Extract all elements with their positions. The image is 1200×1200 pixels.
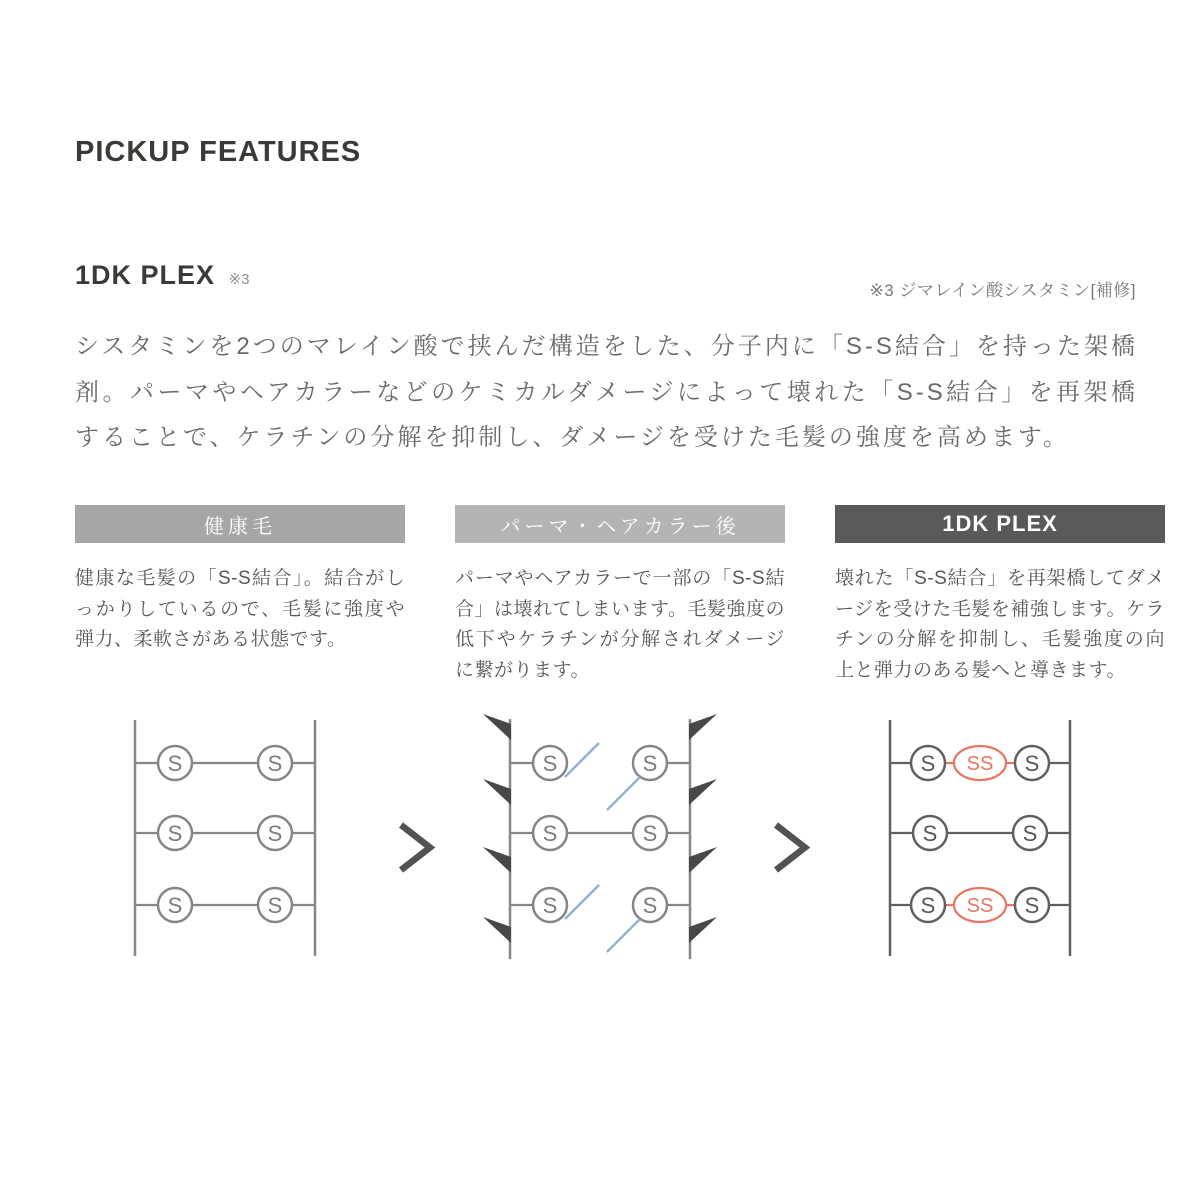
sulfur-label: S <box>167 821 183 846</box>
feature-description: シスタミンを2つのマレイン酸で挟んだ構造をした、分子内に「S-S結合」を持った架橋剤。パーマやヘアカラーなどのケミカルダメージによって壊れた「S-S結合」を再架橋することで、ケラチンの分解を抑制し、ダメージを受けた毛髪の強度を高めます。 <box>75 333 1138 451</box>
column-description-after-perm-haircolor: パーマやヘアカラーで一部の「S-S結合」は壊れてしまいます。毛髪強度の低下やケラチンが分解されダメージに繋がります。 <box>455 568 785 681</box>
repaired-bond-row <box>890 888 1070 922</box>
broken-bond-row <box>510 885 690 952</box>
ss-bond-row <box>510 816 690 850</box>
sulfur-label: S <box>167 893 183 918</box>
feature-note-ref: ※3 <box>228 271 250 288</box>
column-1dk-plex <box>835 505 1165 686</box>
sulfur-label: S <box>920 751 936 776</box>
page-title: PICKUP FEATURES <box>75 136 362 168</box>
chevron-right-icon <box>393 818 437 878</box>
broken-bond-slash-icon <box>565 743 599 777</box>
ss-bond-row <box>135 816 315 850</box>
column-after-perm-haircolor <box>455 505 785 686</box>
broken-bond-slash-icon <box>607 919 640 952</box>
sulfur-label: S <box>1024 751 1040 776</box>
column-description-1dk-plex: 壊れた「S-S結合」を再架橋してダメージを受けた毛髪を補強します。ケラチンの分解を抑制し、毛髪強度の向上と弾力のある髪へと導きます。 <box>835 568 1165 681</box>
chevron-right-icon <box>768 818 812 878</box>
sulfur-label: S <box>267 893 283 918</box>
repaired-ss-label: SS <box>966 753 994 775</box>
sulfur-label: S <box>167 751 183 776</box>
sulfur-label: S <box>920 893 936 918</box>
sulfur-label: S <box>642 751 658 776</box>
repaired-bond-row <box>890 746 1070 780</box>
broken-bond-slash-icon <box>607 777 640 810</box>
broken-bond-slash-icon <box>565 885 599 919</box>
feature-heading-row <box>75 260 249 291</box>
cuticle-damage-flag-icons <box>483 714 717 943</box>
feature-footnote: ※3 ジマレイン酸シスタミン[補修] <box>869 281 1136 300</box>
column-healthy-hair <box>75 505 405 656</box>
feature-heading: 1DK PLEX <box>75 260 216 290</box>
column-header-1dk-plex: 1DK PLEX <box>835 505 1165 543</box>
column-header-after-perm-haircolor: パーマ・ヘアカラー後 <box>455 505 785 543</box>
bond-diagram-damaged <box>470 704 730 974</box>
repaired-ss-label: SS <box>966 895 994 917</box>
sulfur-label: S <box>922 821 938 846</box>
sulfur-label: S <box>267 821 283 846</box>
sulfur-label: S <box>542 893 558 918</box>
sulfur-label: S <box>267 751 283 776</box>
ss-bond-row <box>890 816 1070 850</box>
column-description-healthy-hair: 健康な毛髪の「S-S結合」。結合がしっかりしているので、毛髪に強度や弾力、柔軟さがある状態です。 <box>75 568 405 650</box>
sulfur-label: S <box>642 821 658 846</box>
broken-bond-row <box>510 743 690 810</box>
ss-bond-row <box>135 746 315 780</box>
sulfur-label: S <box>1024 893 1040 918</box>
sulfur-label: S <box>542 751 558 776</box>
sulfur-label: S <box>542 821 558 846</box>
bond-diagram-repaired <box>850 708 1110 968</box>
bond-diagram-healthy <box>95 708 355 968</box>
sulfur-label: S <box>1022 821 1038 846</box>
ss-bond-row <box>135 888 315 922</box>
sulfur-label: S <box>642 893 658 918</box>
column-header-healthy-hair: 健康毛 <box>75 505 405 543</box>
